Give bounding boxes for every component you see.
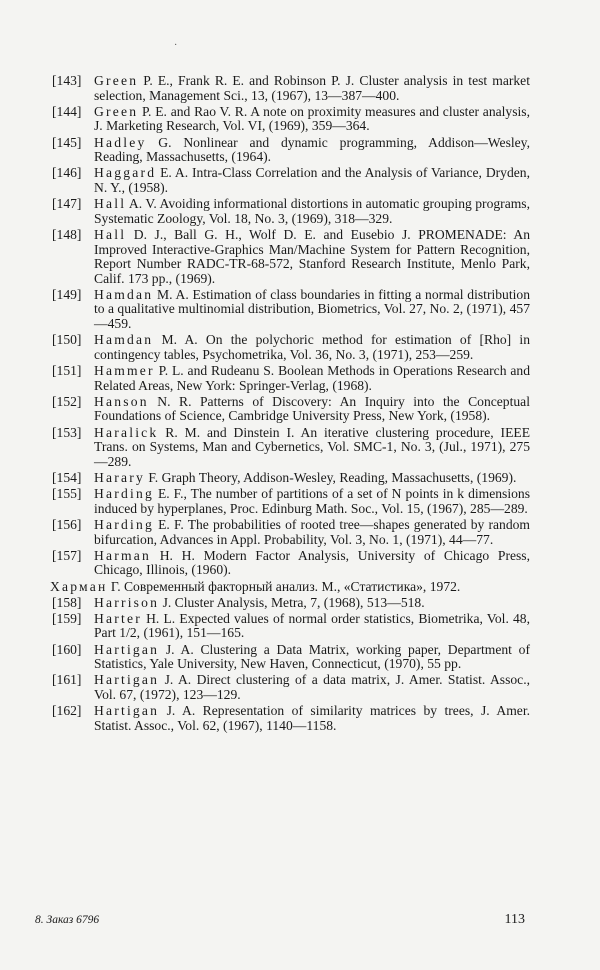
reference-entry xyxy=(52,518,530,547)
reference-text: N. R. Patterns of Discovery: An Inquiry into the Conceptual Foundations of Science, Cambridge University Press, New York, (1958). xyxy=(94,393,530,424)
reference-entry xyxy=(52,74,530,103)
reference-text: P. E. and Rao V. R. A note on proximity measures and cluster analysis, J. Marketing Research, Vol. VI, (1969), 359—364. xyxy=(94,103,530,134)
page-number: 113 xyxy=(504,912,525,927)
reference-author: Haggard xyxy=(94,165,157,181)
reference-entry xyxy=(52,166,530,195)
reference-number: [157] xyxy=(52,547,82,563)
reference-entry xyxy=(52,673,530,702)
reference-number: [156] xyxy=(52,516,82,532)
reference-author: Hall xyxy=(94,196,127,212)
reference-number: [158] xyxy=(52,594,82,610)
reference-author: Hall xyxy=(94,226,127,242)
reference-number: [159] xyxy=(52,610,82,626)
reference-number: [143] xyxy=(52,73,82,88)
reference-author: Green xyxy=(94,103,139,119)
reference-text: M. A. On the polychoric method for estimation of [Rho] in contingency tables, Psychometrika, Vol. 36, No. 3, (1971), 253—259. xyxy=(94,332,530,362)
reference-entry xyxy=(52,471,530,486)
reference-author: Harary xyxy=(94,469,145,485)
reference-text: Г. Современный факторный анализ. М., «Статистика», 1972. xyxy=(107,578,461,594)
reference-entry xyxy=(52,136,530,165)
reference-entry xyxy=(52,364,530,393)
reference-text: J. A. Direct clustering of a data matrix, J. Amer. Statist. Assoc., Vol. 67, (1972), 123—129. xyxy=(94,672,530,703)
printer-signature: 8. Заказ 6796 xyxy=(35,914,100,926)
reference-entry xyxy=(52,643,530,672)
reference-number: [160] xyxy=(52,641,82,657)
reference-author: Hamdan xyxy=(94,286,154,302)
reference-text: J. Cluster Analysis, Metra, 7, (1968), 513—518. xyxy=(159,594,425,610)
reference-text: F. Graph Theory, Addison-Wesley, Reading, Massachusetts, (1969). xyxy=(144,469,517,485)
reference-author: Harman xyxy=(94,547,151,563)
reference-entry xyxy=(52,487,530,516)
reference-author: Green xyxy=(94,73,139,88)
reference-author: Hartigan xyxy=(94,703,160,719)
reference-number: [147] xyxy=(52,196,82,212)
reference-number: [155] xyxy=(52,486,82,502)
reference-entry xyxy=(52,395,530,424)
reference-number: [153] xyxy=(52,424,82,440)
reference-author: Hamdan xyxy=(94,332,154,348)
reference-author: Hadley xyxy=(94,134,147,150)
reference-entry xyxy=(52,105,530,134)
reference-entry xyxy=(52,426,530,470)
reference-number: [144] xyxy=(52,103,82,119)
reference-list xyxy=(52,74,530,735)
reference-text: P. E., Frank R. E. and Robinson P. J. Cluster analysis in test market selection, Management Sci., 13, (1967), 13—387—400. xyxy=(94,73,530,103)
reference-author: Hammer xyxy=(94,363,155,379)
reference-entry xyxy=(52,549,530,578)
reference-number: [149] xyxy=(52,286,82,302)
reference-author: Hartigan xyxy=(94,641,160,657)
reference-author: Harding xyxy=(94,486,154,502)
reference-text: E. F. The probabilities of rooted tree—shapes generated by random bifurcation, Advances in Appl. Probability, Vol. 3, No. 1, (1971), 44—77. xyxy=(94,516,530,547)
reference-number: [151] xyxy=(52,363,82,379)
reference-author: Harding xyxy=(94,516,154,532)
reference-author: Haralick xyxy=(94,424,159,440)
reference-text: J. A. Representation of similarity matrices by trees, J. Amer. Statist. Assoc., Vol. 62, (1967), 1140—1158. xyxy=(94,703,530,733)
reference-entry xyxy=(52,704,530,733)
reference-author: Hanson xyxy=(94,393,149,409)
reference-text: J. A. Clustering a Data Matrix, working paper, Department of Statistics, Yale University, New Haven, Connecticut, (1970), 55 pp. xyxy=(94,641,530,672)
reference-text: G. Nonlinear and dynamic programming, Addison—Wesley, Reading, Massachusetts, (1964). xyxy=(94,134,530,165)
reference-text: H. H. Modern Factor Analysis, University of Chicago Press, Chicago, Illinois, (1960). xyxy=(94,547,530,578)
reference-text: E. F., The number of partitions of a set of N points in k dimensions induced by hyperplanes, Proc. Edinburg Math. Soc., Vol. 15, (1967), 285—289. xyxy=(94,486,530,516)
reference-number: [152] xyxy=(52,393,82,409)
reference-number: [161] xyxy=(52,672,82,688)
reference-number: [150] xyxy=(52,332,82,348)
reference-text: D. J., Ball G. H., Wolf D. E. and Eusebio J. PROMENADE: An Improved Interactive-Graphics Man/Machine System for Pattern Recognition, Report Number RADC-TR-68-572, Stanford Research Institute, Menlo Park, Calif. 173 pp., (1969). xyxy=(94,226,530,286)
reference-number: [148] xyxy=(52,226,82,242)
reference-entry xyxy=(52,228,530,286)
reference-entry xyxy=(52,288,530,332)
reference-number: [146] xyxy=(52,165,82,181)
reference-entry xyxy=(52,197,530,226)
reference-text: E. A. Intra-Class Correlation and the Analysis of Variance, Dryden, N. Y., (1958). xyxy=(94,165,530,195)
reference-author: Harrison xyxy=(94,594,160,610)
reference-author: Hartigan xyxy=(94,672,160,688)
reference-text: P. L. and Rudeanu S. Boolean Methods in Operations Research and Related Areas, New York: Springer-Verlag, (1968). xyxy=(94,363,530,393)
reference-text: H. L. Expected values of normal order statistics, Biometrika, Vol. 48, Part 1/2, (1961), 151—165. xyxy=(94,610,530,641)
reference-entry xyxy=(50,580,530,595)
reference-text: A. V. Avoiding informational distortions in automatic grouping programs, Systematic Zoology, Vol. 18, No. 3, (1969), 318—329. xyxy=(94,196,530,226)
reference-author: Harter xyxy=(94,610,142,626)
reference-entry xyxy=(52,596,530,611)
reference-text: M. A. Estimation of class boundaries in fitting a normal distribution to a qualitative multinomial distribution, Biometrics, Vol. 27, No. 2, (1971), 457—459. xyxy=(94,286,530,332)
reference-entry xyxy=(52,333,530,362)
reference-number: [145] xyxy=(52,134,82,150)
reference-number: [162] xyxy=(52,703,82,719)
reference-entry xyxy=(52,612,530,641)
reference-number: [154] xyxy=(52,469,82,485)
reference-text: R. M. and Dinstein I. An iterative clustering procedure, IEEE Trans. on Systems, Man and Cybernetics, Vol. SMC-1, No. 3, (Jul., 1971), 275—289. xyxy=(94,424,530,469)
top-mark: · xyxy=(174,40,178,51)
reference-author: Харман xyxy=(50,578,108,594)
